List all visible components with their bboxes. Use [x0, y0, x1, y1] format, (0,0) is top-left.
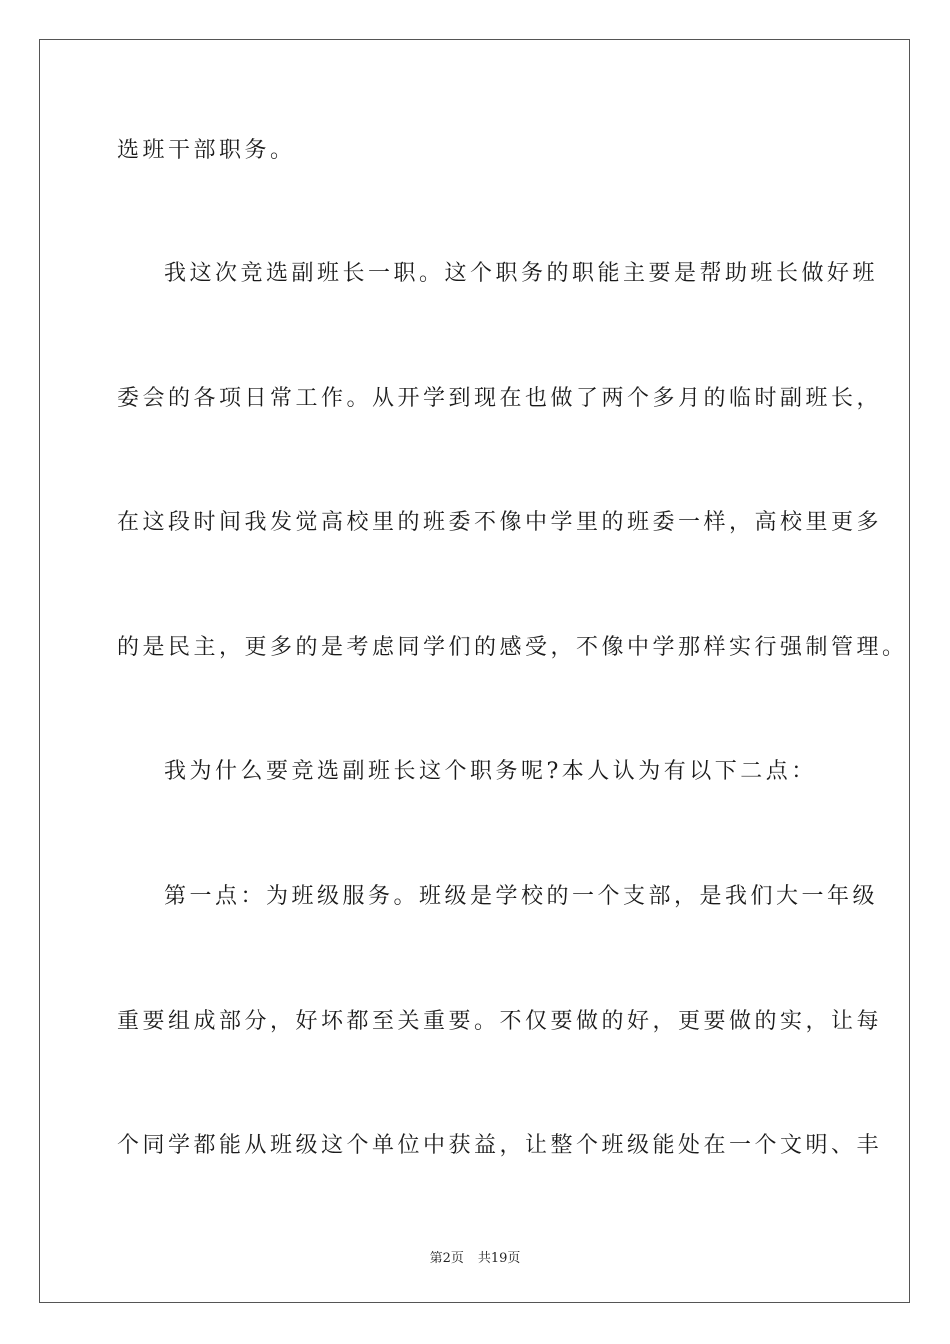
- text-line-4: 在这段时间我发觉高校里的班委不像中学里的班委一样，高校里更多: [117, 510, 883, 535]
- page-footer: [0, 1247, 950, 1266]
- text-line-5: 的是民主，更多的是考虑同学们的感受，不像中学那样实行强制管理。: [117, 635, 908, 660]
- page-border: [39, 39, 910, 1303]
- total-pages-label: 共19页: [477, 1251, 521, 1266]
- current-page-label: 第2页: [429, 1251, 464, 1266]
- text-line-2: 我这次竞选副班长一职。这个职务的职能主要是帮助班长做好班: [164, 261, 879, 286]
- text-line-9: 个同学都能从班级这个单位中获益，让整个班级能处在一个文明、丰: [117, 1133, 883, 1158]
- text-line-3: 委会的各项日常工作。从开学到现在也做了两个多月的临时副班长，: [117, 386, 883, 411]
- text-line-6: 我为什么要竞选副班长这个职务呢?本人认为有以下二点：: [164, 759, 817, 784]
- text-line-8: 重要组成部分，好坏都至关重要。不仅要做的好，更要做的实，让每: [117, 1009, 883, 1034]
- text-line-1: 选班干部职务。: [117, 138, 296, 163]
- text-line-7: 第一点：为班级服务。班级是学校的一个支部，是我们大一年级: [164, 884, 879, 909]
